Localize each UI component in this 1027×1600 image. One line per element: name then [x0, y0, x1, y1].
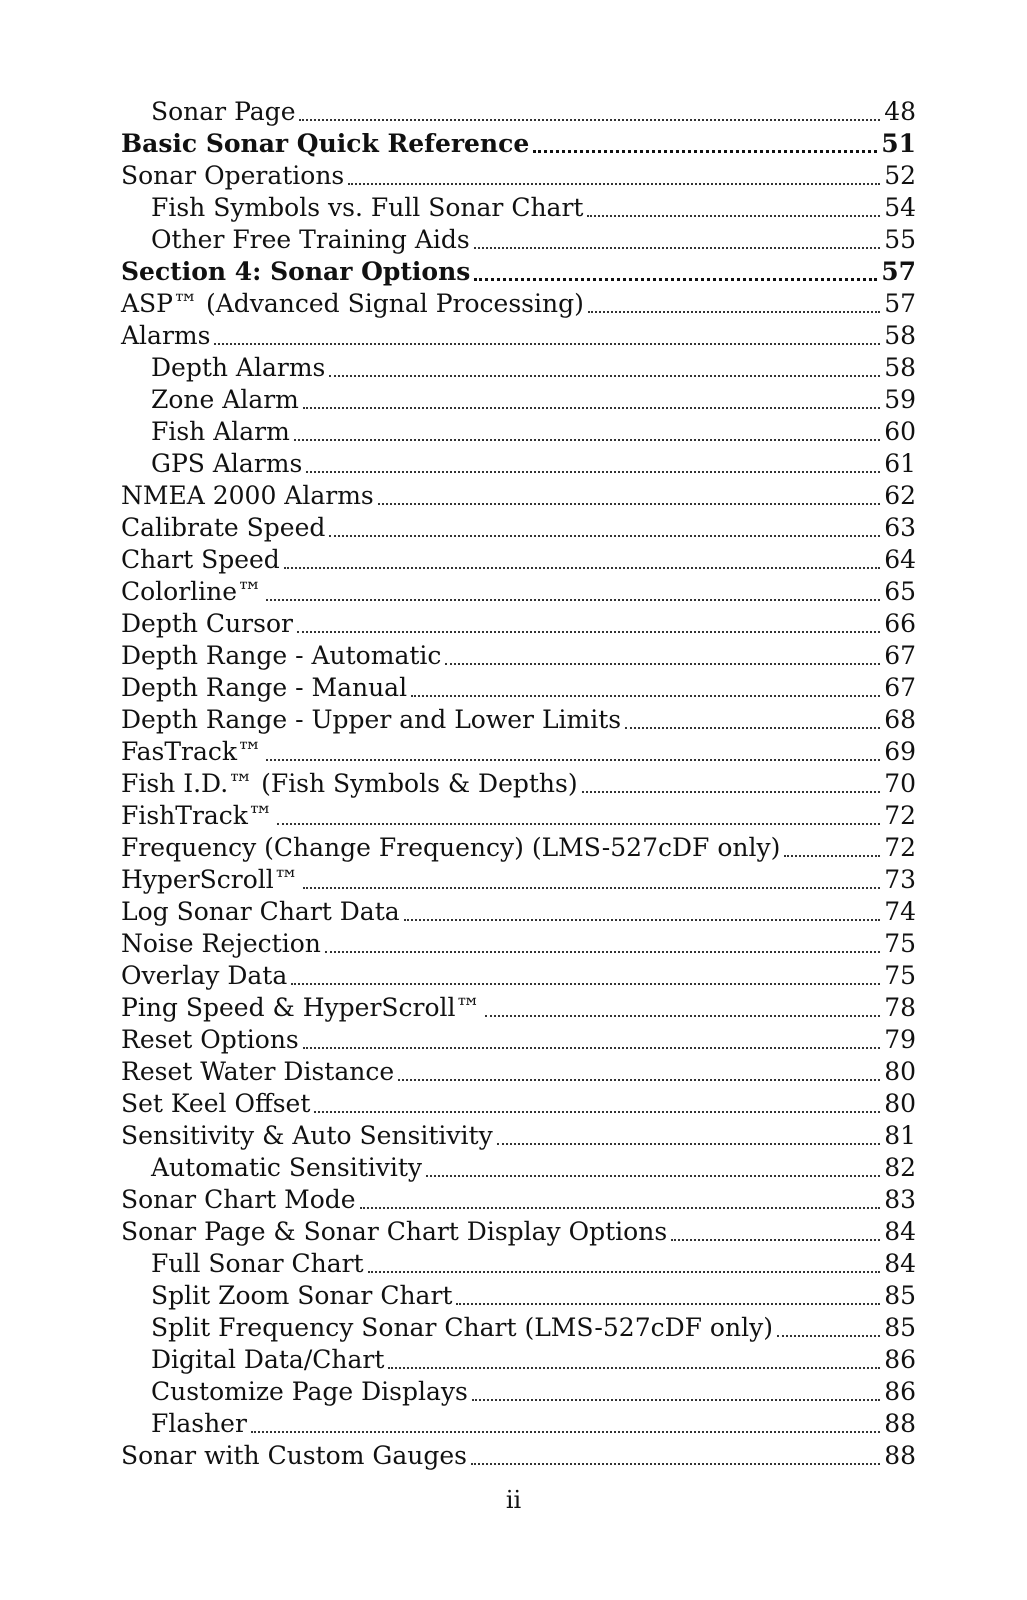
- toc-entry-page: 86: [884, 1377, 916, 1406]
- toc-entry-title: Split Zoom Sonar Chart: [151, 1281, 453, 1310]
- table-of-contents: [121, 96, 916, 1472]
- toc-entry-page: 57: [884, 289, 916, 318]
- toc-entry-title: Sonar Operations: [121, 161, 345, 190]
- toc-entry-page: 67: [884, 673, 916, 702]
- toc-entry[interactable]: [121, 704, 916, 736]
- toc-entry[interactable]: [121, 1120, 916, 1152]
- dot-leader: [411, 695, 880, 697]
- toc-entry-title: Chart Speed: [121, 545, 280, 574]
- toc-section-heading[interactable]: [121, 128, 916, 160]
- toc-entry-page: 72: [884, 801, 916, 830]
- dot-leader: [445, 663, 880, 665]
- toc-entry-title: Noise Rejection: [121, 929, 321, 958]
- toc-entry[interactable]: [121, 1184, 916, 1216]
- dot-leader: [348, 183, 880, 185]
- toc-entry[interactable]: [121, 448, 916, 480]
- toc-entry[interactable]: [121, 1344, 916, 1376]
- toc-entry-page: 64: [884, 545, 916, 574]
- toc-entry-title: Frequency (Change Frequency) (LMS-527cDF only): [121, 833, 781, 862]
- dot-leader: [306, 471, 880, 473]
- dot-leader: [485, 1015, 881, 1017]
- toc-entry-page: 72: [884, 833, 916, 862]
- toc-entry-title: Sonar Chart Mode: [121, 1185, 356, 1214]
- toc-entry[interactable]: [121, 1408, 916, 1440]
- toc-entry-title: Customize Page Displays: [151, 1377, 468, 1406]
- dot-leader: [404, 919, 881, 921]
- toc-entry-page: 73: [884, 865, 916, 894]
- toc-entry-page: 69: [884, 737, 916, 766]
- toc-entry-title: Automatic Sensitivity: [151, 1153, 423, 1182]
- dot-leader: [671, 1239, 880, 1241]
- dot-leader: [291, 983, 880, 985]
- toc-entry-title: Split Frequency Sonar Chart (LMS-527cDF only): [151, 1313, 773, 1342]
- toc-entry-page: 57: [881, 257, 916, 286]
- toc-entry-page: 63: [884, 513, 916, 542]
- toc-entry[interactable]: [121, 544, 916, 576]
- toc-entry-title: Overlay Data: [121, 961, 288, 990]
- toc-entry-title: Calibrate Speed: [121, 513, 326, 542]
- toc-entry-title: Set Keel Offset: [121, 1089, 311, 1118]
- toc-entry-title: Digital Data/Chart: [151, 1345, 385, 1374]
- toc-entry[interactable]: [121, 960, 916, 992]
- toc-entry[interactable]: [121, 1312, 916, 1344]
- toc-entry-title: HyperScroll™: [121, 865, 299, 894]
- dot-leader: [471, 1463, 880, 1465]
- toc-entry-page: 83: [884, 1185, 916, 1214]
- dot-leader: [472, 1399, 880, 1401]
- toc-entry-page: 79: [884, 1025, 916, 1054]
- toc-entry[interactable]: [121, 1056, 916, 1088]
- toc-entry-title: Depth Range - Upper and Lower Limits: [121, 705, 622, 734]
- toc-entry-title: Depth Range - Manual: [121, 673, 408, 702]
- toc-entry-title: Fish I.D.™ (Fish Symbols & Depths): [121, 769, 578, 798]
- toc-entry-page: 84: [884, 1249, 916, 1278]
- toc-entry[interactable]: [121, 1216, 916, 1248]
- toc-entry-title: Flasher: [151, 1409, 247, 1438]
- toc-entry-page: 74: [884, 897, 916, 926]
- toc-entry[interactable]: [121, 896, 916, 928]
- toc-entry-page: 60: [884, 417, 916, 446]
- toc-entry-page: 85: [884, 1313, 916, 1342]
- toc-entry-title: Other Free Training Aids: [151, 225, 470, 254]
- toc-entry[interactable]: [121, 864, 916, 896]
- toc-entry-title: Sonar Page: [151, 97, 296, 126]
- dot-leader: [299, 119, 880, 121]
- toc-entry-page: 86: [884, 1345, 916, 1374]
- toc-entry-title: Alarms: [121, 321, 211, 350]
- dot-leader: [582, 791, 881, 793]
- toc-entry-title: Ping Speed & HyperScroll™: [121, 993, 481, 1022]
- toc-entry-title: Section 4: Sonar Options: [121, 257, 471, 286]
- dot-leader: [360, 1207, 881, 1209]
- toc-entry[interactable]: [121, 1440, 916, 1472]
- toc-entry[interactable]: [121, 480, 916, 512]
- toc-entry-title: Depth Cursor: [121, 609, 293, 638]
- toc-entry-title: Sonar Page & Sonar Chart Display Options: [121, 1217, 668, 1246]
- toc-entry[interactable]: [121, 640, 916, 672]
- dot-leader: [398, 1079, 880, 1081]
- toc-entry-page: 52: [884, 161, 916, 190]
- dot-leader: [266, 599, 880, 601]
- dot-leader: [777, 1335, 880, 1337]
- toc-entry-page: 59: [884, 385, 916, 414]
- toc-entry[interactable]: [121, 1376, 916, 1408]
- toc-entry-title: Fish Alarm: [151, 417, 290, 446]
- toc-entry[interactable]: [121, 1152, 916, 1184]
- toc-entry-title: ASP™ (Advanced Signal Processing): [121, 289, 584, 318]
- toc-entry[interactable]: [121, 160, 916, 192]
- toc-entry-page: 65: [884, 577, 916, 606]
- dot-leader: [784, 855, 880, 857]
- toc-entry[interactable]: [121, 352, 916, 384]
- toc-entry-title: Reset Water Distance: [121, 1057, 395, 1086]
- toc-entry-title: Log Sonar Chart Data: [121, 897, 400, 926]
- toc-entry[interactable]: [121, 736, 916, 768]
- dot-leader: [625, 727, 880, 729]
- page-number: ii: [505, 1486, 522, 1514]
- dot-leader: [284, 567, 880, 569]
- toc-entry[interactable]: [121, 192, 916, 224]
- toc-entry-title: Full Sonar Chart: [151, 1249, 364, 1278]
- toc-entry-title: Depth Range - Automatic: [121, 641, 442, 670]
- toc-entry-title: NMEA 2000 Alarms: [121, 481, 374, 510]
- toc-entry-title: Sonar with Custom Gauges: [121, 1441, 467, 1470]
- toc-entry-page: 54: [884, 193, 916, 222]
- toc-entry[interactable]: [121, 1248, 916, 1280]
- dot-leader: [314, 1111, 880, 1113]
- dot-leader: [303, 407, 880, 409]
- toc-entry[interactable]: [121, 288, 916, 320]
- dot-leader: [329, 375, 880, 377]
- dot-leader: [497, 1143, 880, 1145]
- toc-entry-page: 66: [884, 609, 916, 638]
- dot-leader: [329, 535, 880, 537]
- toc-entry-title: Basic Sonar Quick Reference: [121, 129, 530, 158]
- toc-entry[interactable]: [121, 96, 916, 128]
- toc-entry-page: 58: [884, 353, 916, 382]
- toc-entry-page: 61: [884, 449, 916, 478]
- toc-entry[interactable]: [121, 576, 916, 608]
- dot-leader: [266, 759, 880, 761]
- toc-entry[interactable]: [121, 800, 916, 832]
- toc-entry[interactable]: [121, 928, 916, 960]
- dot-leader: [297, 631, 880, 633]
- toc-entry[interactable]: [121, 768, 916, 800]
- toc-entry[interactable]: [121, 608, 916, 640]
- dot-leader: [587, 215, 880, 217]
- toc-entry[interactable]: [121, 224, 916, 256]
- dot-leader: [456, 1303, 880, 1305]
- toc-entry[interactable]: [121, 672, 916, 704]
- toc-entry-page: 68: [884, 705, 916, 734]
- toc-entry[interactable]: [121, 992, 916, 1024]
- toc-entry-page: 58: [884, 321, 916, 350]
- toc-entry-page: 84: [884, 1217, 916, 1246]
- toc-entry[interactable]: [121, 1280, 916, 1312]
- toc-entry-page: 70: [884, 769, 916, 798]
- toc-entry-page: 78: [884, 993, 916, 1022]
- dot-leader: [325, 951, 880, 953]
- toc-entry-page: 62: [884, 481, 916, 510]
- toc-entry[interactable]: [121, 416, 916, 448]
- toc-entry-page: 81: [884, 1121, 916, 1150]
- dot-leader: [251, 1431, 880, 1433]
- toc-entry-title: FishTrack™: [121, 801, 273, 830]
- toc-entry-page: 75: [884, 929, 916, 958]
- toc-entry[interactable]: [121, 832, 916, 864]
- toc-entry-page: 67: [884, 641, 916, 670]
- dot-leader: [214, 343, 880, 345]
- dot-leader: [533, 150, 877, 153]
- toc-section-heading[interactable]: [121, 256, 916, 288]
- dot-leader: [277, 823, 880, 825]
- dot-leader: [588, 311, 880, 313]
- dot-leader: [474, 247, 880, 249]
- toc-entry-page: 55: [884, 225, 916, 254]
- toc-entry-page: 88: [884, 1441, 916, 1470]
- toc-entry-title: GPS Alarms: [151, 449, 303, 478]
- toc-entry-page: 82: [884, 1153, 916, 1182]
- toc-entry[interactable]: [121, 1024, 916, 1056]
- toc-entry-page: 80: [884, 1089, 916, 1118]
- toc-entry-page: 88: [884, 1409, 916, 1438]
- toc-entry-title: Reset Options: [121, 1025, 299, 1054]
- dot-leader: [378, 503, 880, 505]
- toc-entry-title: FasTrack™: [121, 737, 263, 766]
- toc-entry-title: Depth Alarms: [151, 353, 326, 382]
- dot-leader: [426, 1175, 880, 1177]
- toc-entry[interactable]: [121, 320, 916, 352]
- dot-leader: [294, 439, 880, 441]
- dot-leader: [474, 278, 877, 281]
- toc-entry-page: 85: [884, 1281, 916, 1310]
- dot-leader: [388, 1367, 880, 1369]
- toc-entry[interactable]: [121, 384, 916, 416]
- dot-leader: [303, 1047, 880, 1049]
- toc-entry-title: Fish Symbols vs. Full Sonar Chart: [151, 193, 584, 222]
- toc-entry-title: Zone Alarm: [151, 385, 299, 414]
- toc-entry-page: 48: [884, 97, 916, 126]
- toc-entry-page: 75: [884, 961, 916, 990]
- toc-entry[interactable]: [121, 1088, 916, 1120]
- toc-entry[interactable]: [121, 512, 916, 544]
- toc-entry-page: 80: [884, 1057, 916, 1086]
- toc-entry-page: 51: [881, 129, 916, 158]
- dot-leader: [368, 1271, 881, 1273]
- toc-entry-title: Sensitivity & Auto Sensitivity: [121, 1121, 493, 1150]
- toc-entry-title: Colorline™: [121, 577, 263, 606]
- dot-leader: [303, 887, 880, 889]
